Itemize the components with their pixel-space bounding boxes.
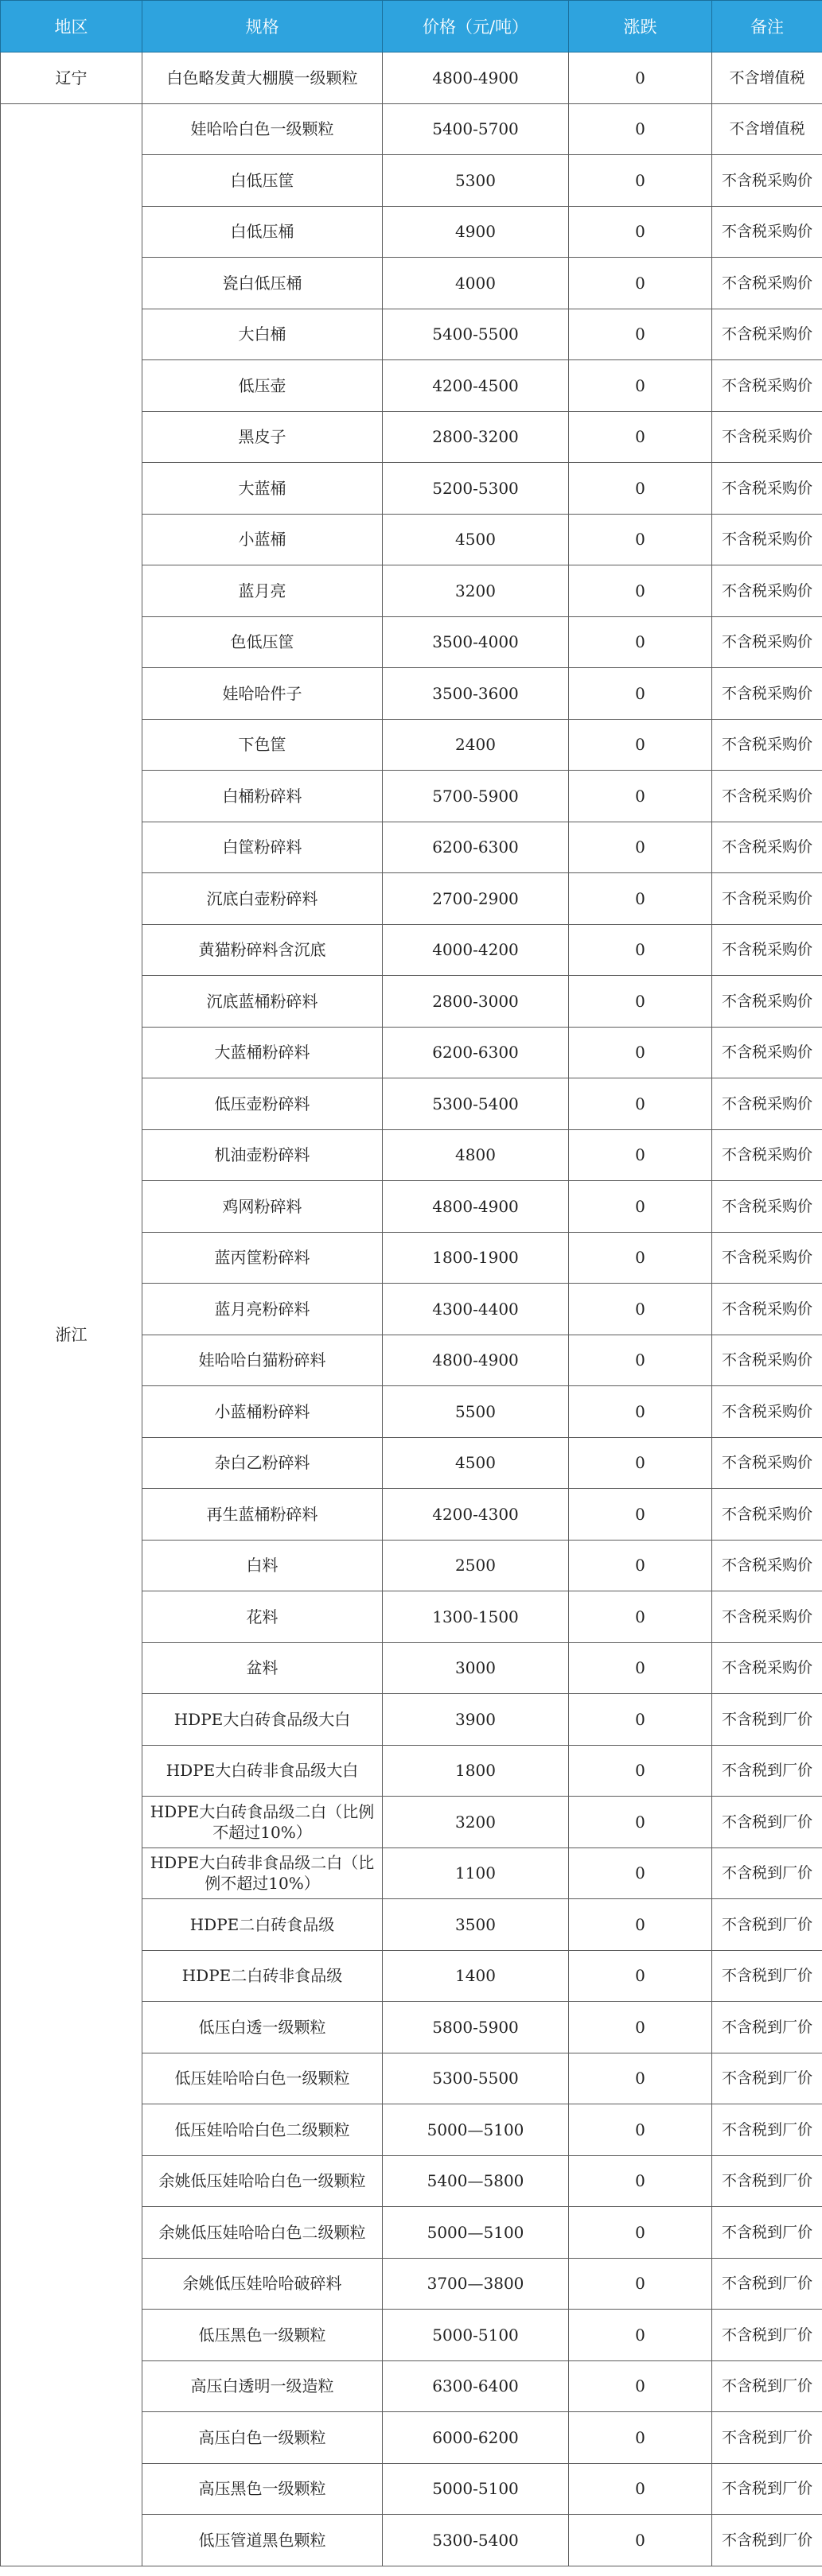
- change-cell: 0: [569, 1642, 712, 1694]
- spec-cell: 白低压桶: [142, 206, 383, 258]
- note-cell: 不含税到厂价: [712, 2053, 822, 2104]
- note-cell: 不含税采购价: [712, 360, 822, 412]
- change-cell: 0: [569, 514, 712, 565]
- note-cell: 不含税到厂价: [712, 1745, 822, 1797]
- table-row: [1, 103, 822, 155]
- change-cell: 0: [569, 463, 712, 515]
- note-cell: 不含税采购价: [712, 1078, 822, 1130]
- note-cell: 不含税到厂价: [712, 1797, 822, 1848]
- spec-cell: 黄猫粉碎料含沉底: [142, 924, 383, 976]
- change-cell: 0: [569, 1540, 712, 1591]
- spec-cell: HDPE大白砖食品级二白（比例不超过10%）: [142, 1797, 383, 1848]
- spec-cell: 蓝月亮粉碎料: [142, 1284, 383, 1335]
- note-cell: 不含税采购价: [712, 1642, 822, 1694]
- price-cell: 3000: [383, 1642, 569, 1694]
- change-cell: 0: [569, 309, 712, 360]
- price-cell: 6300-6400: [383, 2360, 569, 2412]
- change-cell: 0: [569, 103, 712, 155]
- spec-cell: 白色略发黄大棚膜一级颗粒: [142, 52, 383, 104]
- note-cell: 不含税采购价: [712, 258, 822, 309]
- change-cell: 0: [569, 1745, 712, 1797]
- price-cell: 1100: [383, 1847, 569, 1899]
- note-cell: 不含税到厂价: [712, 1847, 822, 1899]
- change-cell: 0: [569, 2515, 712, 2566]
- spec-cell: HDPE大白砖食品级大白: [142, 1694, 383, 1746]
- price-cell: 6000-6200: [383, 2412, 569, 2464]
- spec-cell: 低压黑色一级颗粒: [142, 2310, 383, 2361]
- price-cell: 5300-5400: [383, 1078, 569, 1130]
- header-note: 备注: [712, 1, 822, 52]
- price-cell: 5800-5900: [383, 2002, 569, 2053]
- header-row: [1, 1, 822, 52]
- note-cell: 不含税到厂价: [712, 2463, 822, 2515]
- price-cell: 2400: [383, 719, 569, 771]
- spec-cell: 大蓝桶: [142, 463, 383, 515]
- spec-cell: 低压管道黑色颗粒: [142, 2515, 383, 2566]
- note-cell: 不含税采购价: [712, 719, 822, 771]
- price-cell: 4800-4900: [383, 1335, 569, 1386]
- change-cell: 0: [569, 1027, 712, 1078]
- change-cell: 0: [569, 1694, 712, 1746]
- change-cell: 0: [569, 1489, 712, 1541]
- price-cell: 4200-4300: [383, 1489, 569, 1541]
- price-cell: 5300-5500: [383, 2053, 569, 2104]
- note-cell: 不含税到厂价: [712, 2155, 822, 2207]
- price-cell: 3500-3600: [383, 668, 569, 720]
- change-cell: 0: [569, 1437, 712, 1489]
- note-cell: 不含税到厂价: [712, 1950, 822, 2002]
- price-cell: 5700-5900: [383, 771, 569, 822]
- change-cell: 0: [569, 1129, 712, 1181]
- change-cell: 0: [569, 2463, 712, 2515]
- note-cell: 不含税采购价: [712, 1540, 822, 1591]
- change-cell: 0: [569, 1950, 712, 2002]
- price-cell: 5500: [383, 1386, 569, 1438]
- note-cell: 不含税采购价: [712, 463, 822, 515]
- spec-cell: 白桶粉碎料: [142, 771, 383, 822]
- spec-cell: 小蓝桶粉碎料: [142, 1386, 383, 1438]
- note-cell: 不含税采购价: [712, 976, 822, 1028]
- change-cell: 0: [569, 1847, 712, 1899]
- note-cell: 不含税采购价: [712, 668, 822, 720]
- price-cell: 1800-1900: [383, 1232, 569, 1284]
- spec-cell: 高压白透明一级造粒: [142, 2360, 383, 2412]
- price-cell: 2700-2900: [383, 873, 569, 925]
- change-cell: 0: [569, 2258, 712, 2310]
- change-cell: 0: [569, 1284, 712, 1335]
- note-cell: 不含增值税: [712, 52, 822, 104]
- note-cell: 不含税采购价: [712, 1232, 822, 1284]
- spec-cell: 大白桶: [142, 309, 383, 360]
- price-cell: 4500: [383, 1437, 569, 1489]
- spec-cell: 花料: [142, 1591, 383, 1643]
- change-cell: 0: [569, 2360, 712, 2412]
- spec-cell: 沉底白壶粉碎料: [142, 873, 383, 925]
- spec-cell: 白低压筐: [142, 155, 383, 207]
- note-cell: 不含税到厂价: [712, 2515, 822, 2566]
- change-cell: 0: [569, 924, 712, 976]
- change-cell: 0: [569, 2002, 712, 2053]
- spec-cell: 娃哈哈件子: [142, 668, 383, 720]
- spec-cell: HDPE大白砖非食品级二白（比例不超过10%）: [142, 1847, 383, 1899]
- price-cell: 5200-5300: [383, 463, 569, 515]
- price-cell: 3700—3800: [383, 2258, 569, 2310]
- note-cell: 不含税采购价: [712, 1284, 822, 1335]
- spec-cell: 蓝月亮: [142, 565, 383, 617]
- spec-cell: 低压白透一级颗粒: [142, 2002, 383, 2053]
- spec-cell: 蓝丙筐粉碎料: [142, 1232, 383, 1284]
- spec-cell: 再生蓝桶粉碎料: [142, 1489, 383, 1541]
- spec-cell: 余姚低压娃哈哈破碎料: [142, 2258, 383, 2310]
- spec-cell: 小蓝桶: [142, 514, 383, 565]
- note-cell: 不含税采购价: [712, 514, 822, 565]
- spec-cell: 高压黑色一级颗粒: [142, 2463, 383, 2515]
- change-cell: 0: [569, 668, 712, 720]
- price-cell: 2800-3200: [383, 411, 569, 463]
- change-cell: 0: [569, 2104, 712, 2156]
- price-cell: 2800-3000: [383, 976, 569, 1028]
- spec-cell: 白筐粉碎料: [142, 822, 383, 873]
- spec-cell: 沉底蓝桶粉碎料: [142, 976, 383, 1028]
- change-cell: 0: [569, 206, 712, 258]
- price-cell: 4000-4200: [383, 924, 569, 976]
- price-cell: 3900: [383, 1694, 569, 1746]
- region-cell: 浙江: [1, 103, 142, 2566]
- spec-cell: 低压娃哈哈白色一级颗粒: [142, 2053, 383, 2104]
- note-cell: 不含税采购价: [712, 411, 822, 463]
- spec-cell: 色低压筐: [142, 616, 383, 668]
- change-cell: 0: [569, 2310, 712, 2361]
- price-cell: 1400: [383, 1950, 569, 2002]
- change-cell: 0: [569, 411, 712, 463]
- price-cell: 4500: [383, 514, 569, 565]
- spec-cell: 瓷白低压桶: [142, 258, 383, 309]
- table-body: [1, 52, 822, 2566]
- change-cell: 0: [569, 1335, 712, 1386]
- price-cell: 5000-5100: [383, 2463, 569, 2515]
- note-cell: 不含税采购价: [712, 155, 822, 207]
- price-cell: 3500: [383, 1899, 569, 1951]
- change-cell: 0: [569, 1181, 712, 1233]
- change-cell: 0: [569, 2155, 712, 2207]
- note-cell: 不含增值税: [712, 103, 822, 155]
- price-cell: 6200-6300: [383, 1027, 569, 1078]
- note-cell: 不含税到厂价: [712, 2412, 822, 2464]
- note-cell: 不含税采购价: [712, 206, 822, 258]
- price-cell: 3500-4000: [383, 616, 569, 668]
- price-cell: 3200: [383, 565, 569, 617]
- price-cell: 5400—5800: [383, 2155, 569, 2207]
- price-cell: 1300-1500: [383, 1591, 569, 1643]
- change-cell: 0: [569, 1591, 712, 1643]
- change-cell: 0: [569, 565, 712, 617]
- price-cell: 4000: [383, 258, 569, 309]
- header-change: 涨跌: [569, 1, 712, 52]
- change-cell: 0: [569, 1232, 712, 1284]
- change-cell: 0: [569, 258, 712, 309]
- price-cell: 5000—5100: [383, 2104, 569, 2156]
- table-row: [1, 52, 822, 104]
- price-cell: 5000-5100: [383, 2310, 569, 2361]
- spec-cell: 杂白乙粉碎料: [142, 1437, 383, 1489]
- spec-cell: HDPE大白砖非食品级大白: [142, 1745, 383, 1797]
- note-cell: 不含税采购价: [712, 565, 822, 617]
- change-cell: 0: [569, 2412, 712, 2464]
- change-cell: 0: [569, 873, 712, 925]
- price-cell: 4900: [383, 206, 569, 258]
- spec-cell: 高压白色一级颗粒: [142, 2412, 383, 2464]
- change-cell: 0: [569, 360, 712, 412]
- price-cell: 1800: [383, 1745, 569, 1797]
- note-cell: 不含税采购价: [712, 1129, 822, 1181]
- price-cell: 5400-5500: [383, 309, 569, 360]
- note-cell: 不含税采购价: [712, 873, 822, 925]
- spec-cell: 下色筐: [142, 719, 383, 771]
- price-cell: 6200-6300: [383, 822, 569, 873]
- price-cell: 5000—5100: [383, 2207, 569, 2259]
- note-cell: 不含税到厂价: [712, 2310, 822, 2361]
- price-cell: 4800-4900: [383, 52, 569, 104]
- price-cell: 4200-4500: [383, 360, 569, 412]
- change-cell: 0: [569, 719, 712, 771]
- spec-cell: HDPE二白砖非食品级: [142, 1950, 383, 2002]
- header-region: 地区: [1, 1, 142, 52]
- spec-cell: 鸡网粉碎料: [142, 1181, 383, 1233]
- change-cell: 0: [569, 1386, 712, 1438]
- spec-cell: 低压娃哈哈白色二级颗粒: [142, 2104, 383, 2156]
- note-cell: 不含税采购价: [712, 309, 822, 360]
- note-cell: 不含税采购价: [712, 1386, 822, 1438]
- spec-cell: HDPE二白砖食品级: [142, 1899, 383, 1951]
- note-cell: 不含税采购价: [712, 822, 822, 873]
- price-cell: 5300-5400: [383, 2515, 569, 2566]
- note-cell: 不含税采购价: [712, 1181, 822, 1233]
- change-cell: 0: [569, 1797, 712, 1848]
- spec-cell: 大蓝桶粉碎料: [142, 1027, 383, 1078]
- note-cell: 不含税到厂价: [712, 2207, 822, 2259]
- note-cell: 不含税采购价: [712, 1027, 822, 1078]
- change-cell: 0: [569, 1899, 712, 1951]
- price-cell: 3200: [383, 1797, 569, 1848]
- region-cell: 辽宁: [1, 52, 142, 104]
- note-cell: 不含税采购价: [712, 1489, 822, 1541]
- spec-cell: 白料: [142, 1540, 383, 1591]
- header-price: 价格（元/吨）: [383, 1, 569, 52]
- note-cell: 不含税采购价: [712, 1437, 822, 1489]
- change-cell: 0: [569, 616, 712, 668]
- spec-cell: 低压壶: [142, 360, 383, 412]
- change-cell: 0: [569, 2207, 712, 2259]
- note-cell: 不含税采购价: [712, 1335, 822, 1386]
- change-cell: 0: [569, 771, 712, 822]
- price-cell: 4800-4900: [383, 1181, 569, 1233]
- change-cell: 0: [569, 155, 712, 207]
- note-cell: 不含税到厂价: [712, 2360, 822, 2412]
- note-cell: 不含税采购价: [712, 616, 822, 668]
- note-cell: 不含税采购价: [712, 924, 822, 976]
- price-cell: 4300-4400: [383, 1284, 569, 1335]
- price-cell: 5400-5700: [383, 103, 569, 155]
- spec-cell: 低压壶粉碎料: [142, 1078, 383, 1130]
- change-cell: 0: [569, 52, 712, 104]
- spec-cell: 余姚低压娃哈哈白色二级颗粒: [142, 2207, 383, 2259]
- spec-cell: 盆料: [142, 1642, 383, 1694]
- note-cell: 不含税到厂价: [712, 1694, 822, 1746]
- note-cell: 不含税采购价: [712, 771, 822, 822]
- spec-cell: 机油壶粉碎料: [142, 1129, 383, 1181]
- note-cell: 不含税到厂价: [712, 2002, 822, 2053]
- note-cell: 不含税到厂价: [712, 1899, 822, 1951]
- note-cell: 不含税到厂价: [712, 2258, 822, 2310]
- spec-cell: 娃哈哈白色一级颗粒: [142, 103, 383, 155]
- spec-cell: 黑皮子: [142, 411, 383, 463]
- change-cell: 0: [569, 822, 712, 873]
- spec-cell: 娃哈哈白猫粉碎料: [142, 1335, 383, 1386]
- change-cell: 0: [569, 1078, 712, 1130]
- price-cell: 2500: [383, 1540, 569, 1591]
- price-cell: 5300: [383, 155, 569, 207]
- note-cell: 不含税采购价: [712, 1591, 822, 1643]
- spec-cell: 余姚低压娃哈哈白色一级颗粒: [142, 2155, 383, 2207]
- price-cell: 4800: [383, 1129, 569, 1181]
- change-cell: 0: [569, 2053, 712, 2104]
- change-cell: 0: [569, 976, 712, 1028]
- header-spec: 规格: [142, 1, 383, 52]
- table-header: [1, 1, 822, 52]
- note-cell: 不含税到厂价: [712, 2104, 822, 2156]
